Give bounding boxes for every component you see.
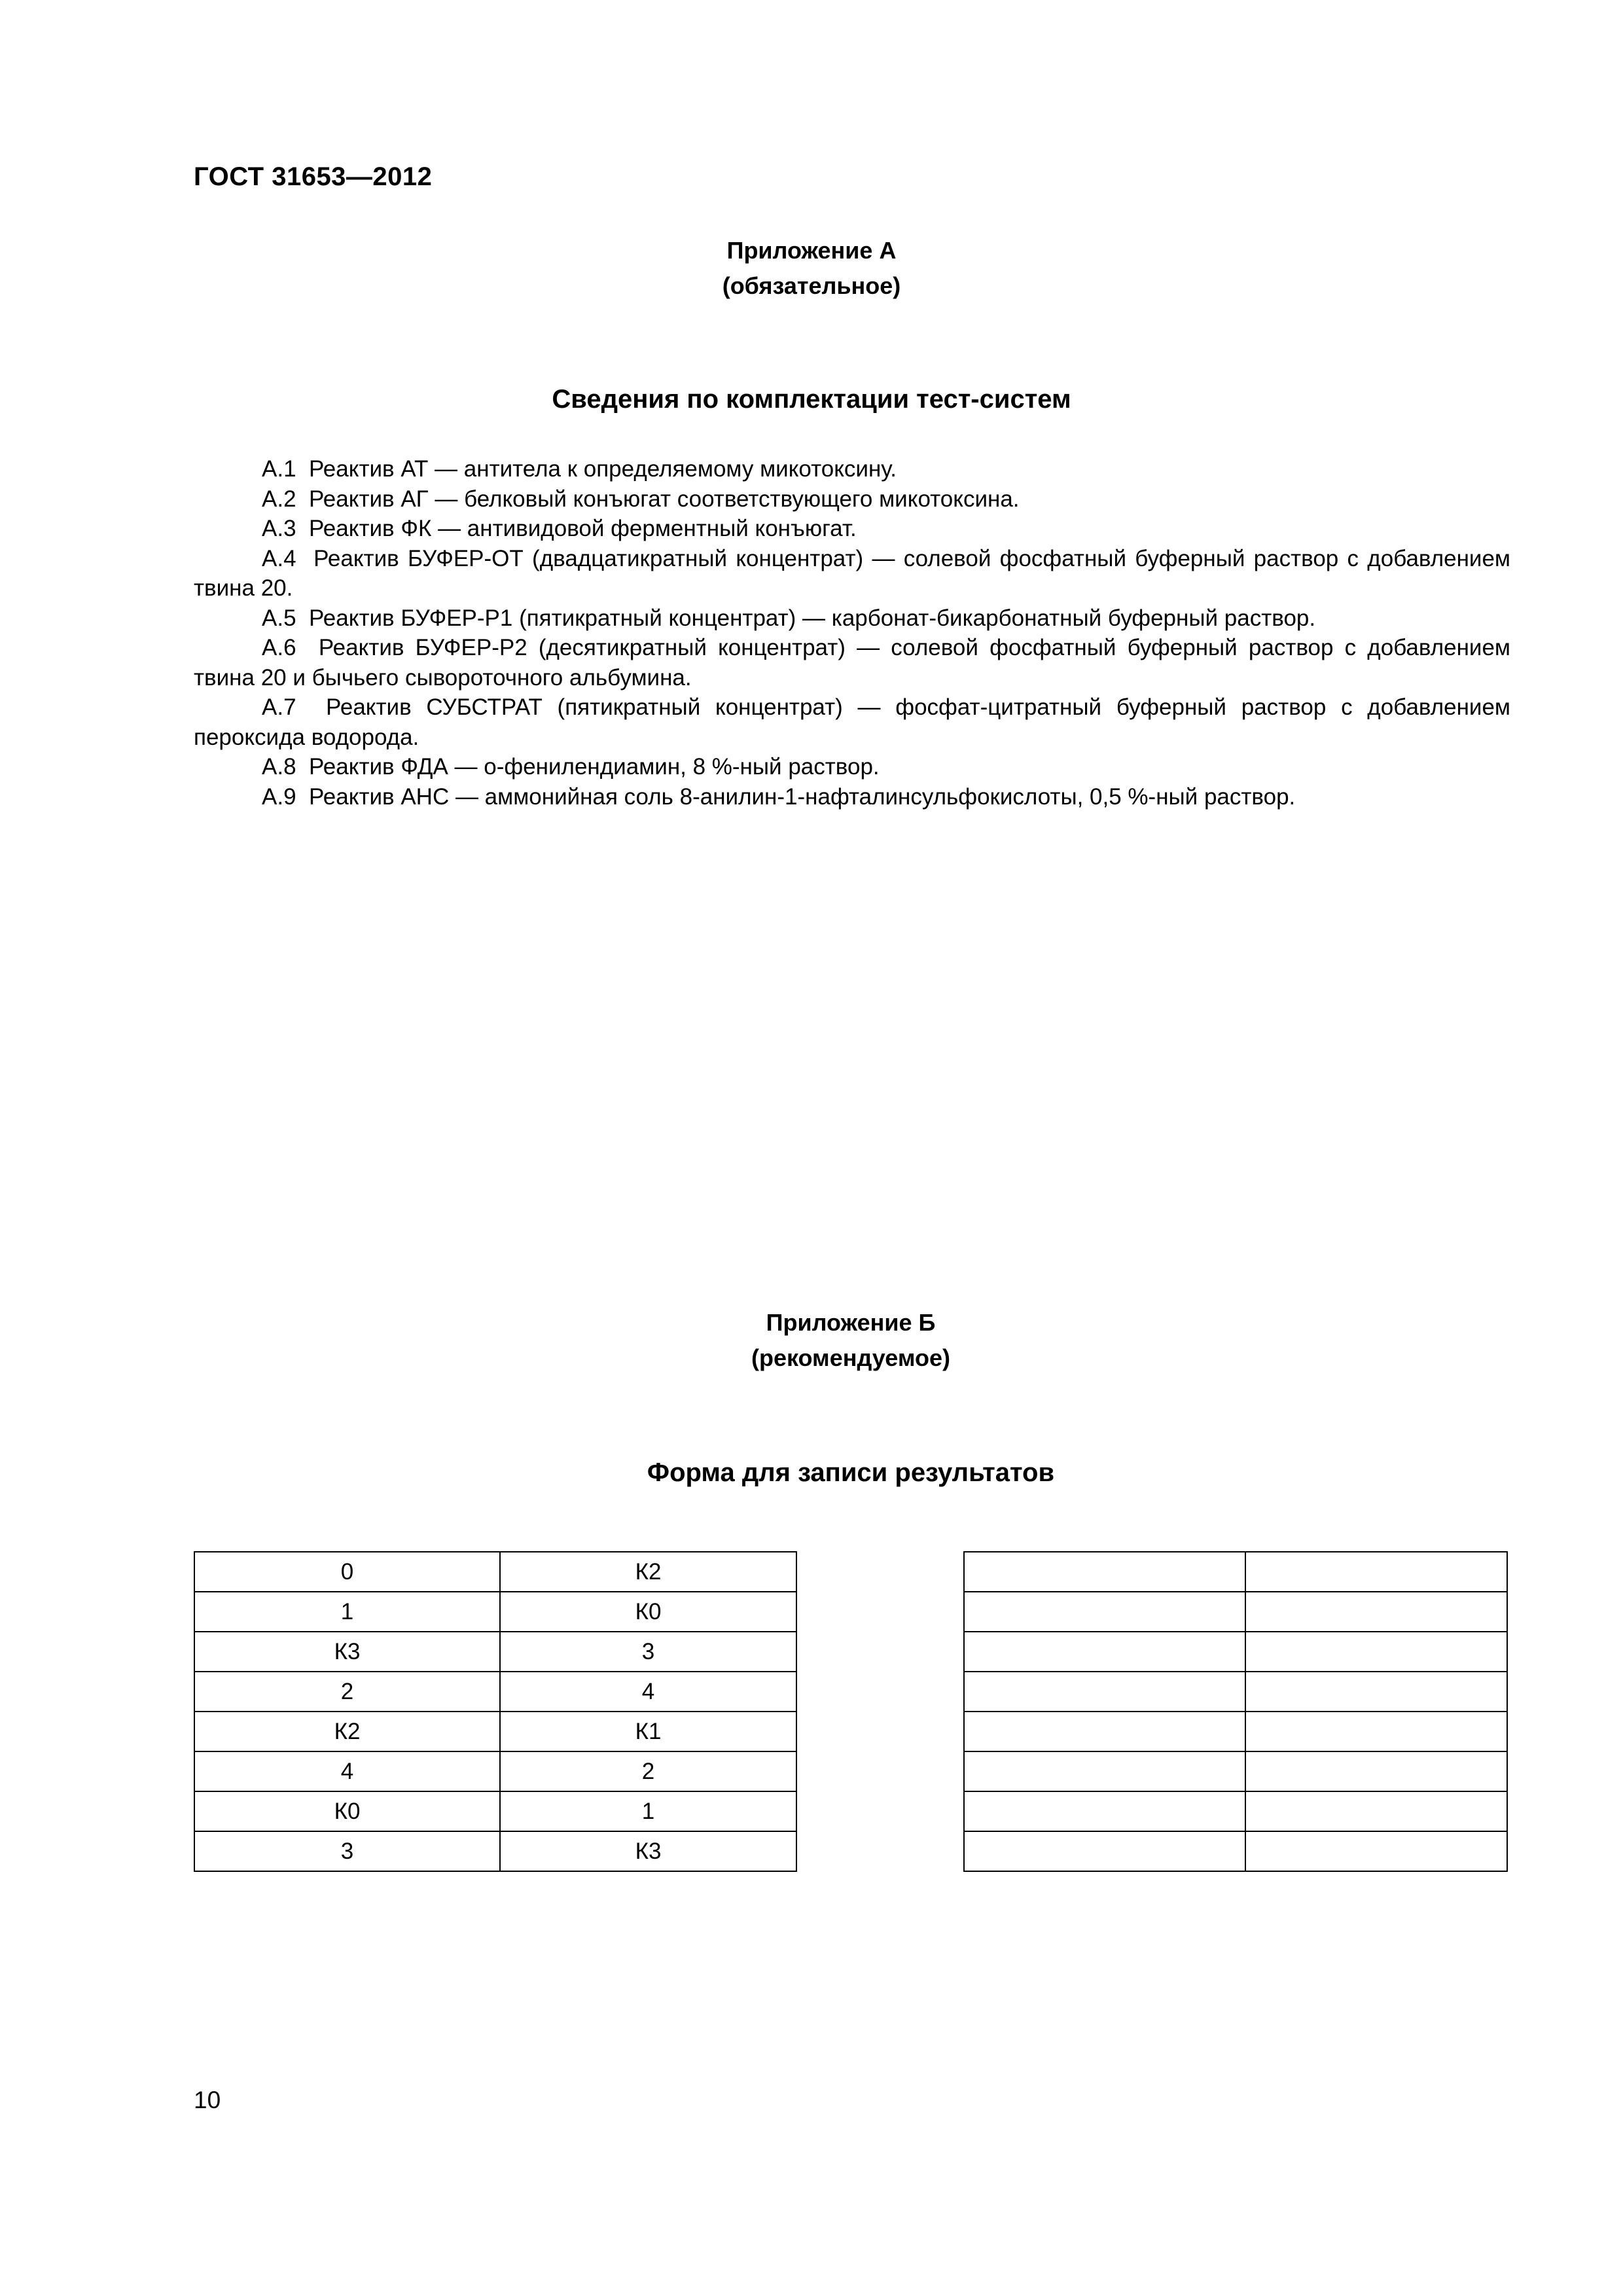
- table-row: [964, 1712, 1507, 1751]
- table-cell: [1245, 1712, 1507, 1751]
- table-cell: К2: [194, 1712, 500, 1751]
- table-row: [194, 1592, 796, 1632]
- table-cell: [964, 1712, 1245, 1751]
- item-number: А.7: [262, 694, 296, 720]
- item-number: А.8: [262, 754, 296, 780]
- results-table-right: [963, 1551, 1508, 1872]
- table-cell: 2: [194, 1672, 500, 1712]
- item-number: А.1: [262, 456, 296, 482]
- document-code: ГОСТ 31653—2012: [194, 162, 433, 191]
- appendix-b-label: Приложение Б: [766, 1309, 936, 1336]
- item-number: А.9: [262, 783, 296, 810]
- table-row: [194, 1751, 796, 1791]
- table-row: [194, 1632, 796, 1672]
- appendix-a-items: [194, 454, 1510, 812]
- item-text: Реактив СУБСТРАТ (пятикратный концентрат) — фосфат-цитратный буферный раствор с добавлением пероксида водорода.: [194, 694, 1510, 750]
- table-cell: 3: [194, 1831, 500, 1871]
- table-cell: 0: [194, 1552, 500, 1592]
- table-cell: [964, 1831, 1245, 1871]
- table-cell: [1245, 1751, 1507, 1791]
- item-a3: [194, 514, 1510, 544]
- appendix-b-title: Форма для записи результатов: [647, 1458, 1055, 1487]
- table-row: [964, 1592, 1507, 1632]
- table-row: [964, 1831, 1507, 1871]
- item-text: Реактив БУФЕР-ОТ (двадцатикратный концентрат) — солевой фосфатный буферный раствор с добавлением твина 20.: [194, 545, 1510, 601]
- table-cell: К3: [194, 1632, 500, 1672]
- item-text: Реактив АГ — белковый конъюгат соответствующего микотоксина.: [309, 486, 1020, 512]
- item-text: Реактив АНС — аммонийная соль 8-анилин-1-нафталинсульфокислоты, 0,5 %-ный раствор.: [309, 783, 1296, 810]
- table-cell: 3: [500, 1632, 796, 1672]
- item-a4: [194, 544, 1510, 603]
- table-cell: [1245, 1831, 1507, 1871]
- table-row: [194, 1672, 796, 1712]
- item-number: А.6: [262, 635, 296, 660]
- table-cell: [964, 1672, 1245, 1712]
- page-number: 10: [194, 2087, 221, 2113]
- table-cell: [964, 1632, 1245, 1672]
- results-table-left: [194, 1551, 797, 1872]
- table-cell: К0: [194, 1791, 500, 1831]
- table-cell: [964, 1751, 1245, 1791]
- item-text: Реактив БУФЕР-Р2 (десятикратный концентрат) — солевой фосфатный буферный раствор с добавлением твина 20 и бычьего сывороточного альбумина.: [194, 635, 1510, 691]
- table-cell: [1245, 1672, 1507, 1712]
- table-cell: К2: [500, 1552, 796, 1592]
- item-a8: [194, 752, 1510, 782]
- item-number: А.4: [262, 545, 296, 571]
- table-cell: [1245, 1552, 1507, 1592]
- table-cell: 1: [194, 1592, 500, 1632]
- appendix-a-heading: [0, 233, 1623, 304]
- table-cell: [1245, 1592, 1507, 1632]
- table-cell: 4: [500, 1672, 796, 1712]
- table-cell: К3: [500, 1831, 796, 1871]
- appendix-b-status: (рекомендуемое): [751, 1344, 950, 1371]
- appendix-b-heading: [39, 1305, 1623, 1376]
- appendix-a-status: (обязательное): [722, 272, 901, 299]
- item-text: Реактив ФДА — о-фенилендиамин, 8 %-ный раствор.: [309, 754, 880, 780]
- table-cell: К0: [500, 1592, 796, 1632]
- item-text: Реактив БУФЕР-Р1 (пятикратный концентрат) — карбонат-бикарбонатный буферный раствор.: [309, 605, 1316, 631]
- table-row: [964, 1791, 1507, 1831]
- table-row: [964, 1672, 1507, 1712]
- appendix-a-label: Приложение А: [726, 237, 897, 264]
- item-a1: [194, 454, 1510, 484]
- table-cell: [964, 1552, 1245, 1592]
- item-a9: [194, 782, 1510, 812]
- item-text: Реактив АТ — антитела к определяемому микотоксину.: [309, 456, 897, 482]
- item-number: А.3: [262, 516, 296, 541]
- table-cell: [964, 1791, 1245, 1831]
- table-cell: [1245, 1632, 1507, 1672]
- table-row: [194, 1831, 796, 1871]
- table-row: [194, 1791, 796, 1831]
- table-cell: 1: [500, 1791, 796, 1831]
- item-number: А.5: [262, 605, 296, 631]
- item-text: Реактив ФК — антивидовой ферментный конъюгат.: [309, 516, 857, 541]
- item-a2: [194, 484, 1510, 514]
- item-a7: [194, 692, 1510, 752]
- table-row: [964, 1751, 1507, 1791]
- table-cell: К1: [500, 1712, 796, 1751]
- table-cell: [1245, 1791, 1507, 1831]
- item-number: А.2: [262, 486, 296, 512]
- table-row: [964, 1552, 1507, 1592]
- table-row: [194, 1552, 796, 1592]
- table-row: [194, 1712, 796, 1751]
- item-a5: [194, 603, 1510, 634]
- table-cell: 4: [194, 1751, 500, 1791]
- item-a6: [194, 633, 1510, 692]
- table-cell: 2: [500, 1751, 796, 1791]
- table-cell: [964, 1592, 1245, 1632]
- appendix-a-title: Сведения по комплектации тест-систем: [552, 385, 1071, 414]
- table-row: [964, 1632, 1507, 1672]
